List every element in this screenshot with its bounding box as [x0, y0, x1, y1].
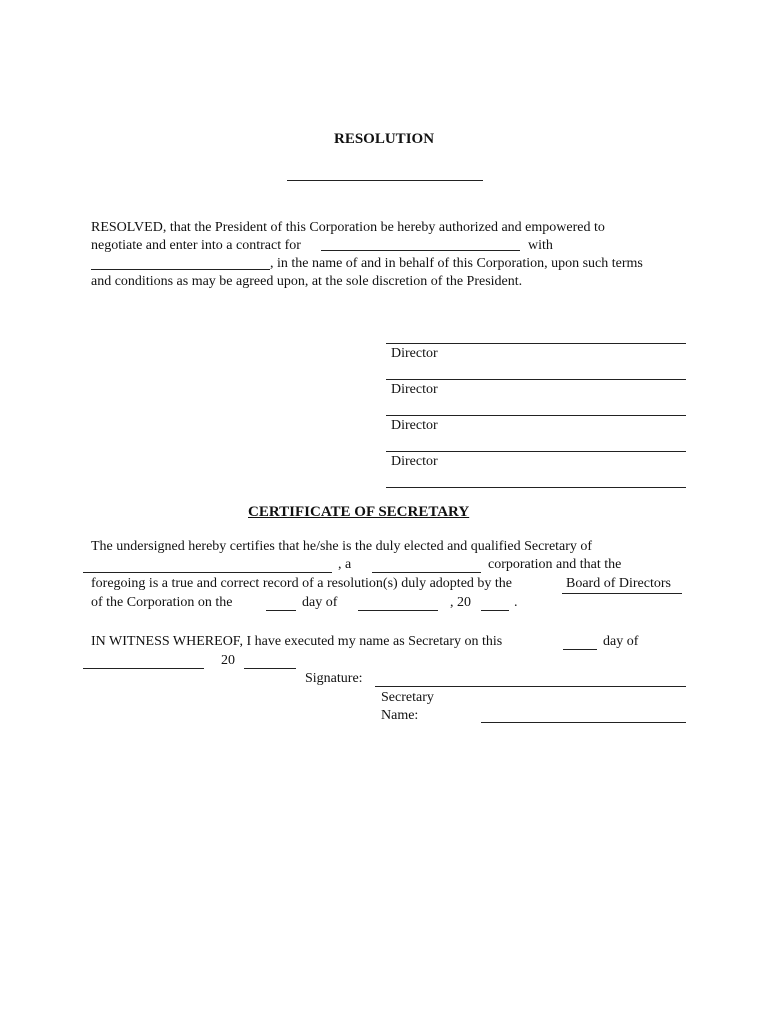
witness-month-line[interactable]: [83, 668, 204, 669]
director-signature-line-2[interactable]: [386, 379, 686, 380]
certificate-text-period: .: [514, 595, 518, 610]
certificate-text-a: , a: [338, 557, 352, 572]
corporation-state-line[interactable]: [372, 572, 481, 573]
board-of-directors-field[interactable]: Board of Directors: [566, 576, 671, 591]
adoption-year-line[interactable]: [481, 610, 509, 611]
witness-day-line[interactable]: [563, 649, 597, 650]
certificate-text-line-4: of the Corporation on the: [91, 595, 233, 610]
resolution-heading: RESOLUTION: [334, 131, 435, 147]
signature-label: Signature:: [305, 671, 363, 686]
director-signature-line-3[interactable]: [386, 415, 686, 416]
resolution-text-line-2a: negotiate and enter into a contract for: [91, 238, 301, 253]
witness-text-20: 20: [221, 653, 235, 668]
witness-text-day-of: day of: [603, 634, 639, 649]
witness-text: IN WITNESS WHEREOF, I have executed my name as Secretary on this: [91, 634, 503, 649]
certificate-text-corporation: corporation and that the: [488, 557, 622, 572]
resolution-text-line-4: and conditions as may be agreed upon, at the sole discretion of the President.: [91, 274, 523, 289]
certificate-heading: CERTIFICATE OF SECRETARY: [248, 504, 470, 520]
director-label-3: Director: [391, 418, 438, 433]
secretary-label: Secretary: [381, 690, 434, 705]
certificate-text-line-3: foregoing is a true and correct record of a resolution(s) duly adopted by the: [91, 576, 513, 591]
director-label-1: Director: [391, 346, 438, 361]
director-signature-line-1[interactable]: [386, 343, 686, 344]
resolution-text-with: with: [528, 238, 553, 253]
contract-subject-line[interactable]: [321, 250, 520, 251]
board-field-line: [562, 593, 682, 594]
resolution-text-line-1: RESOLVED, that the President of this Corporation be hereby authorized and empowered to: [91, 220, 605, 235]
resolution-title-line[interactable]: [287, 180, 483, 181]
director-signature-line-5[interactable]: [386, 487, 686, 488]
adoption-day-line[interactable]: [266, 610, 296, 611]
adoption-month-line[interactable]: [358, 610, 438, 611]
contract-party-line[interactable]: [91, 269, 270, 270]
certificate-text-20: , 20: [450, 595, 471, 610]
witness-year-line[interactable]: [244, 668, 296, 669]
certificate-text-line-1: The undersigned hereby certifies that he/she is the duly elected and qualified Secretary of: [91, 539, 593, 554]
director-signature-line-4[interactable]: [386, 451, 686, 452]
signature-line[interactable]: [375, 686, 686, 687]
director-label-2: Director: [391, 382, 438, 397]
resolution-text-line-3: , in the name of and in behalf of this Corporation, upon such terms: [270, 256, 643, 271]
corporation-name-line[interactable]: [83, 572, 332, 573]
name-label: Name:: [381, 708, 419, 723]
director-label-4: Director: [391, 454, 438, 469]
certificate-text-day-of: day of: [302, 595, 338, 610]
secretary-name-line[interactable]: [481, 722, 686, 723]
